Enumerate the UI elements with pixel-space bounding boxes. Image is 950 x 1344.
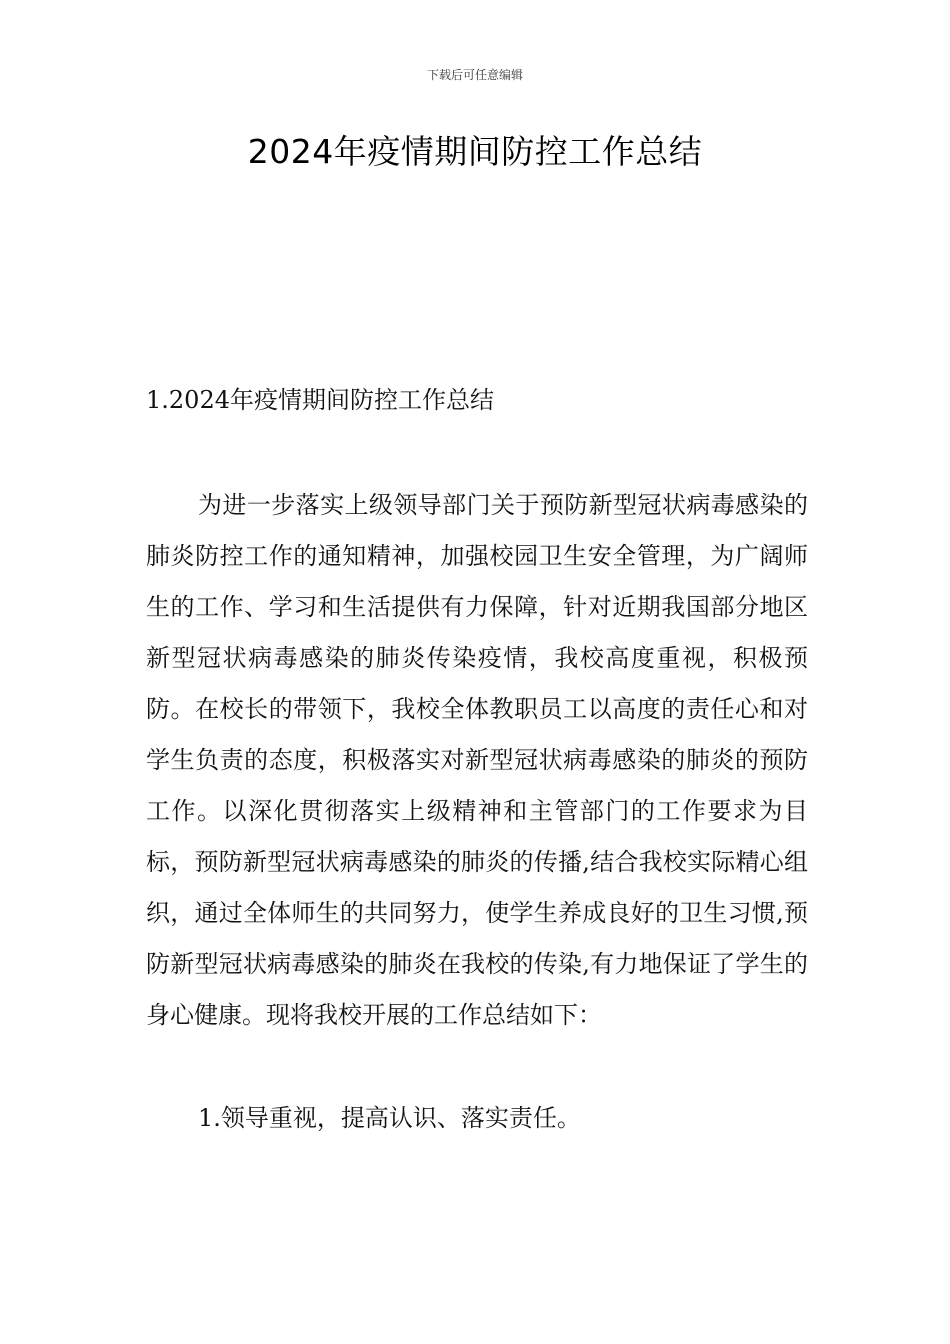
header-note: 下载后可任意编辑 [426, 68, 523, 82]
document-title: 2024年疫情期间防控工作总结 [247, 132, 703, 171]
body-paragraph: 为进一步落实上级领导部门关于预防新型冠状病毒感染的肺炎防控工作的通知精神，加强校园卫生安全管理，为广阔师生的工作、学习和生活提供有力保障，针对近期我国部分地区新型冠状病毒感染的肺炎传染疫情，我校高度重视，积极预防。在校长的带领下，我校全体教职员工以高度的责任心和对学生负责的态度，积极落实对新型冠状病毒感染的肺炎的预防工作。以深化贯彻落实上级精神和主管部门的工作要求为目标，预防新型冠状病毒感染的肺炎的传播,结合我校实际精心组织，通过全体师生的共同努力，使学生养成良好的卫生习惯,预防新型冠状病毒感染的肺炎在我校的传染,有力地保证了学生的身心健康。现将我校开展的工作总结如下： [146, 491, 808, 1029]
list-item: 1.领导重视，提高认识、落实责任。 [198, 1104, 581, 1132]
section-heading: 1.2024年疫情期间防控工作总结 [146, 386, 494, 414]
